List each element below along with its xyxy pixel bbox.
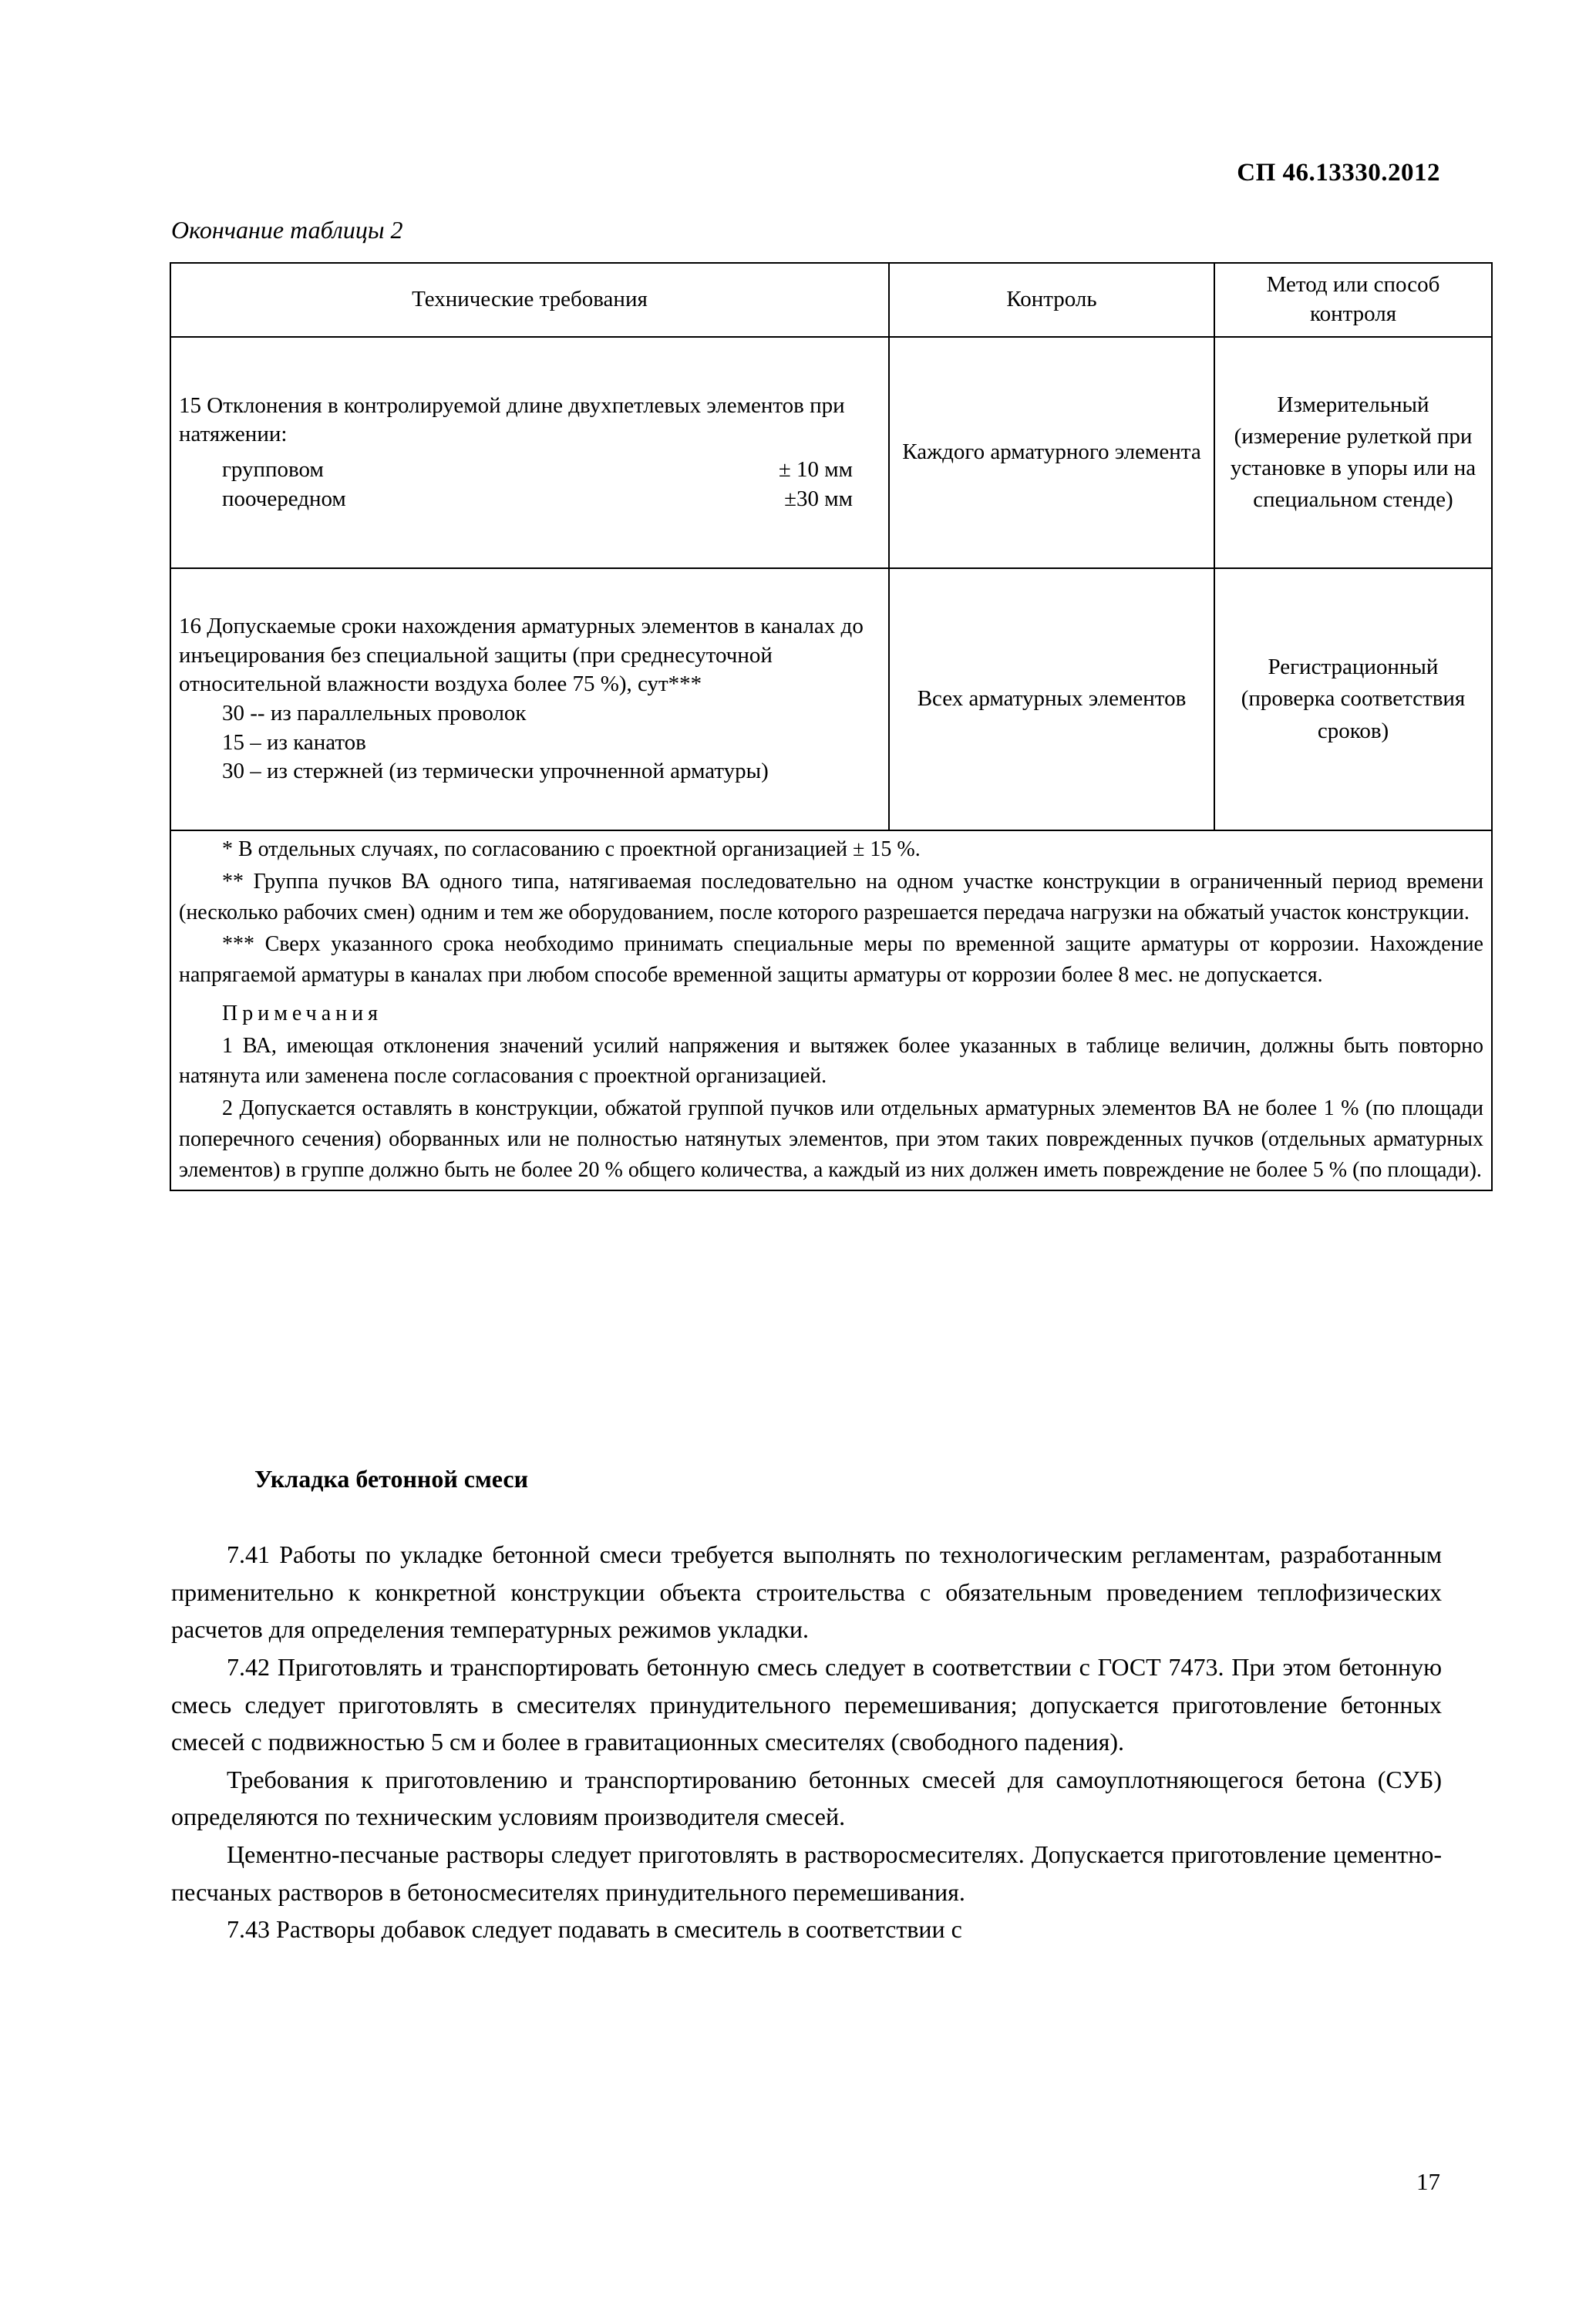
table-row [170, 337, 1492, 568]
requirement-subitem: 30 – из стержней (из термически упрочненной арматуры) [222, 759, 769, 784]
requirement-title: 15 Отклонения в контролируемой длине двухпетлевых элементов при натяжении: [179, 392, 845, 447]
note-1: 1 ВА, имеющая отклонения значений усилий напряжения и вытяжек более указанных в таблице величин, должны быть повторно натянута или заменена после согласования с проектной организацией. [179, 1033, 1483, 1089]
footnotes-block [170, 830, 1492, 1190]
table-2-container [170, 262, 1483, 1191]
table-footnotes-row [170, 830, 1492, 1190]
footnote-2: ** Группа пучков ВА одного типа, натягиваемая последовательно на одном участке конструкции в ограниченный период времени (несколько рабочих смен) одним и тем же оборудованием, после которого разрешается передача нагрузки на обжатый участок конструкции. [179, 869, 1483, 924]
subitem-label: групповом [222, 457, 324, 482]
table-2 [170, 262, 1493, 1191]
footnote-1: * В отдельных случаях, по согласованию с проектной организацией ± 15 %. [222, 837, 921, 861]
footnote-3: *** Сверх указанного срока необходимо принимать специальные меры по временной защите арматуры от коррозии. Нахождение напрягаемой арматуры в каналах при любом способе временной защиты арматуры от коррозии более 8 мес. не допускается. [179, 932, 1483, 987]
cell-method: Регистрационный (проверка соответствия сроков) [1214, 568, 1492, 830]
paragraph-7-41: 7.41 Работы по укладке бетонной смеси требуется выполнять по технологическим регламентам, разработанным применительно к конкретной конструкции объекта строительства с обязательным проведением теплофизических расчетов для определения температурных режимов укладки. [171, 1540, 1442, 1644]
table-row [170, 568, 1492, 830]
cell-requirement [170, 337, 889, 568]
column-header-method: Метод или способ контроля [1214, 263, 1492, 337]
paragraph-7-43: 7.43 Растворы добавок следует подавать в смеситель в соответствии с [227, 1915, 962, 1944]
body-text-block [171, 1536, 1442, 1948]
table-body [170, 337, 1492, 1190]
column-header-requirements: Технические требования [170, 263, 889, 337]
requirement-subitem: 15 – из канатов [222, 729, 366, 755]
paragraph-7-42: 7.42 Приготовлять и транспортировать бетонную смесь следует в соответствии с ГОСТ 7473. При этом бетонную смесь следует приготовлять в смесителях принудительного перемешивания; допускается приготовление бетонных смесей с подвижностью 5 см и более в гравитационных смесителях (свободного падения). [171, 1652, 1442, 1756]
spacer [179, 449, 880, 456]
requirement-subitem [179, 485, 880, 514]
notes-heading: Примечания [222, 1001, 383, 1025]
paragraph-sub-requirements: Требования к приготовлению и транспортированию бетонных смесей для самоуплотняющегося бетона (СУБ) определяются по техническим условиям производителя смесей. [171, 1765, 1442, 1831]
cell-control: Всех арматурных элементов [889, 568, 1214, 830]
cell-requirement [170, 568, 889, 830]
document-code-header: СП 46.13330.2012 [1237, 159, 1440, 187]
column-header-control: Контроль [889, 263, 1214, 337]
subitem-value: ± 10 мм [778, 457, 853, 482]
subitem-value: ±30 мм [784, 486, 853, 511]
requirement-subitem: 30 -- из параллельных проволок [222, 701, 527, 726]
note-2: 2 Допускается оставлять в конструкции, обжатой группой пучков или отдельных арматурных элементов ВА не более 1 % (по площади поперечного сечения) оборванных или не полностью натянутых элементов, при этом таких поврежденных пучков (отдельных арматурных элементов) в группе должно быть не более 20 % общего количества, а каждый из них должен иметь повреждение не более 5 % (по площади). [179, 1096, 1483, 1182]
table-caption: Окончание таблицы 2 [171, 216, 403, 244]
table-header-row [170, 263, 1492, 337]
subitem-label: поочередном [222, 486, 346, 511]
cell-method: Измерительный (измерение рулеткой при установке в упоры или на специальном стенде) [1214, 337, 1492, 568]
paragraph-mortars: Цементно-песчаные растворы следует приготовлять в растворосмесителях. Допускается приготовление цементно-песчаных растворов в бетоносмесителях принудительного перемешивания. [171, 1840, 1442, 1906]
section-heading: Укладка бетонной смеси [254, 1465, 529, 1493]
requirement-title: 16 Допускаемые сроки нахождения арматурных элементов в каналах до инъецирования без специальной защиты (при среднесуточной относительной влажности воздуха более 75 %), сут*** [179, 613, 864, 697]
table-head [170, 263, 1492, 337]
cell-control: Каждого арматурного элемента [889, 337, 1214, 568]
page-number: 17 [1416, 2168, 1440, 2195]
requirement-subitem [179, 456, 880, 485]
